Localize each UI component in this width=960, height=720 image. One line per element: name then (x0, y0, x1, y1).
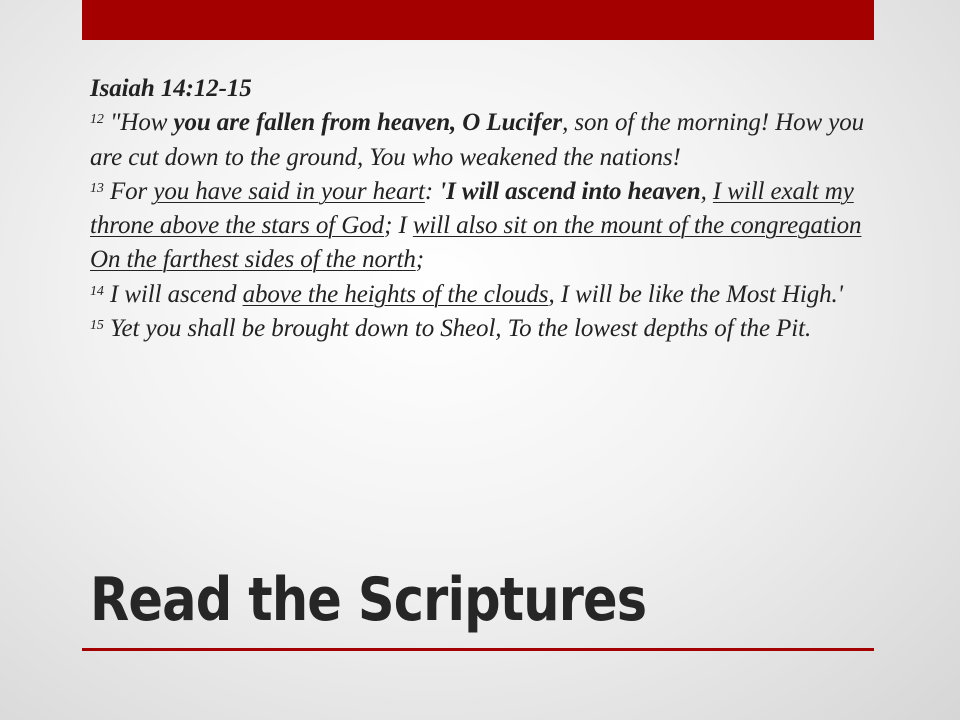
emphasis-text: you are fallen from heaven, O Lucifer (173, 109, 563, 137)
underlined-text: will also sit on the mount of the congregation On the farthest sides of the north (90, 212, 862, 274)
scripture-reference: Isaiah 14:12-15 (90, 75, 252, 102)
underlined-text: I will exalt my throne above the stars of God (90, 177, 854, 240)
underlined-text: above the heights of the clouds (242, 280, 549, 308)
verse-13: $^{13}$ For you have said in your heart: 'I will ascend into heaven, I will exalt my throne above the stars of God; I will also sit on the mount of the congregation On the farthest sides of the north; (90, 177, 862, 274)
verse-number: 14 (90, 283, 104, 299)
top-accent-bar (82, 0, 874, 40)
slide-title: Read the Scriptures (90, 565, 647, 635)
title-underline-rule (82, 648, 874, 651)
underlined-text: you have said in your heart (153, 177, 425, 205)
verse-number: 13 (90, 180, 104, 196)
verse-number: 15 (90, 318, 104, 334)
verse-number: 12 (90, 112, 104, 128)
scripture-passage (90, 72, 870, 346)
verse-14: $^{14}$ I will ascend above the heights of the clouds, I will be like the Most High.' (90, 280, 843, 308)
verse-12: $^{12}$ "How you are fallen from heaven, O Lucifer, son of the morning! How you are cut down to the ground, You who weakened the nations! (90, 109, 865, 171)
emphasis-text: 'I will ascend into heaven (439, 177, 701, 205)
verse-15: $^{15}$ Yet you shall be brought down to Sheol, To the lowest depths of the Pit. (90, 315, 812, 343)
